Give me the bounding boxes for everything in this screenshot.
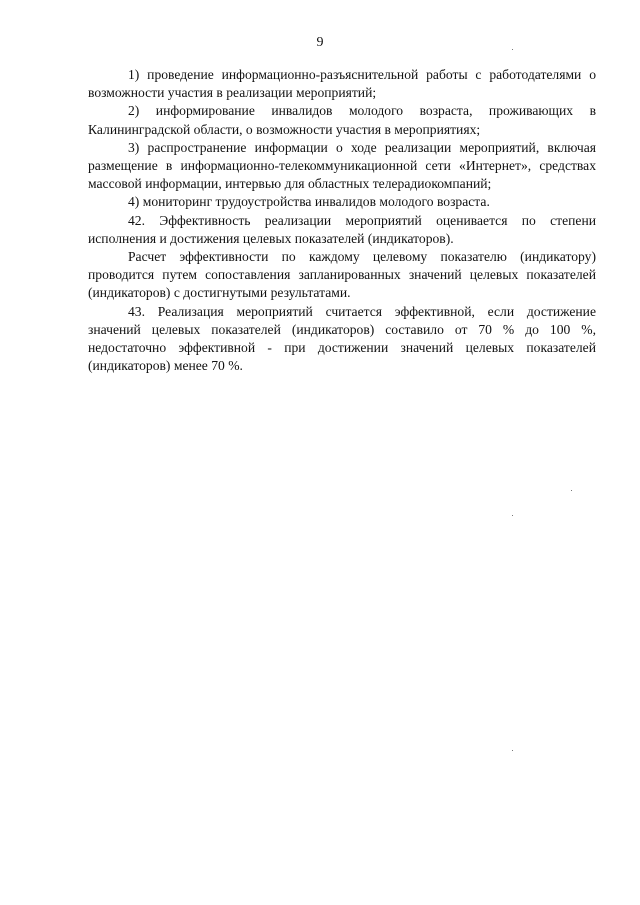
paragraph-efficiency-calculation: Расчет эффективности по каждому целевому показателю (индикатору) проводится путем сопоставления запланированных значений целевых показателей (индикаторов) с достигнутыми результатами. [88,249,596,301]
scan-speck [512,750,513,751]
paragraph-item-2: 2) информирование инвалидов молодого возраста, проживающих в Калининградской области, о возможности участия в мероприятиях; [88,103,596,137]
paragraph-42: 42. Эффективность реализации мероприятий оценивается по степени исполнения и достижения целевых показателей (индикаторов). [88,212,596,246]
paragraph-43: 43. Реализация мероприятий считается эффективной, если достижение значений целевых показателей (индикаторов) составило от 70 % до 100 %, недостаточно эффективной - при достижении значений целевых показателей (индикаторов) менее 70 %. [88,303,596,374]
page-number: 9 [316,35,324,50]
scan-speck [512,49,513,50]
scan-speck [571,490,572,491]
paragraph-item-1: 1) проведение информационно-разъяснительной работы с работодателями о возможности участия в реализации мероприятий; [88,67,596,101]
paragraph-item-3: 3) распространение информации о ходе реализации мероприятий, включая размещение в информационно-телекоммуникационной сети «Интернет», средствах массовой информации, интервью для областных телерадиокомпаний; [88,139,596,192]
document-body [88,66,596,375]
paragraph-item-4: 4) мониторинг трудоустройства инвалидов молодого возраста. [128,194,490,210]
scan-speck [512,515,513,516]
